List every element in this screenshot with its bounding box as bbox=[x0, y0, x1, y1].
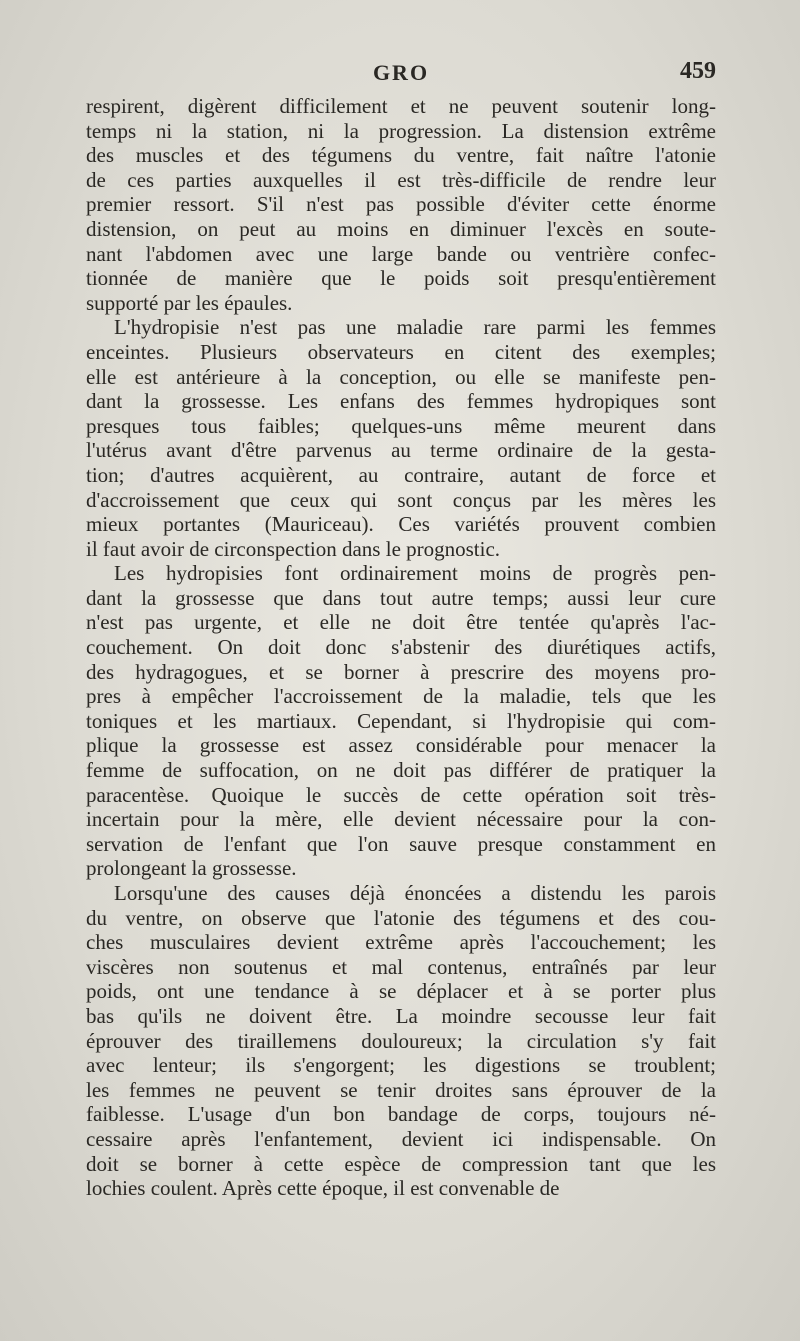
text-line: elle est antérieure à la conception, ou elle se manifeste pen- bbox=[86, 364, 716, 389]
text-line: dant la grossesse. Les enfans des femmes hydropiques sont bbox=[86, 389, 716, 414]
text-line: des muscles et des tégumens du ventre, fait naître l'atonie bbox=[86, 143, 716, 168]
text-line: dant la grossesse que dans tout autre temps; aussi leur cure bbox=[86, 585, 716, 610]
text-line: avec lenteur; ils s'engorgent; les digestions se troublent; bbox=[86, 1053, 716, 1078]
paragraph bbox=[86, 94, 716, 315]
paragraph bbox=[86, 315, 716, 561]
text-line: Les hydropisies font ordinairement moins de progrès pen- bbox=[114, 561, 716, 586]
text-line: mieux portantes (Mauriceau). Ces variétés prouvent combien bbox=[86, 512, 716, 537]
text-line: prolongeant la grossesse. bbox=[86, 856, 297, 881]
text-line: éprouver des tiraillemens douloureux; la circulation s'y fait bbox=[86, 1028, 716, 1053]
text-line: il faut avoir de circonspection dans le prognostic. bbox=[86, 536, 501, 561]
text-line: tionnée de manière que le poids soit presqu'entièrement bbox=[86, 266, 716, 291]
text-line: respirent, digèrent difficilement et ne peuvent soutenir long- bbox=[86, 94, 716, 118]
text-line: incertain pour la mère, elle devient nécessaire pour la con- bbox=[86, 807, 716, 832]
text-line: de ces parties auxquelles il est très-difficile de rendre leur bbox=[86, 167, 716, 192]
paragraph bbox=[86, 561, 716, 881]
body-text bbox=[86, 94, 716, 1201]
text-line: paracentèse. Quoique le succès de cette opération soit très- bbox=[86, 782, 716, 807]
text-line: faiblesse. L'usage d'un bon bandage de corps, toujours né- bbox=[86, 1102, 716, 1127]
text-line: du ventre, on observe que l'atonie des tégumens et des cou- bbox=[86, 905, 716, 930]
page-number: 459 bbox=[680, 58, 716, 84]
text-line: tion; d'autres acquièrent, au contraire, autant de force et bbox=[86, 462, 716, 487]
text-line: couchement. On doit donc s'abstenir des diurétiques actifs, bbox=[86, 635, 716, 660]
text-line: Lorsqu'une des causes déjà énoncées a distendu les parois bbox=[114, 881, 716, 905]
text-line: presques tous faibles; quelques-uns même meurent dans bbox=[86, 413, 716, 438]
text-line: d'accroissement que ceux qui sont conçus par les mères les bbox=[86, 487, 716, 512]
text-line: temps ni la station, ni la progression. La distension extrême bbox=[86, 118, 716, 143]
text-line: plique la grossesse est assez considérable pour menacer la bbox=[86, 733, 716, 758]
running-head bbox=[86, 58, 716, 90]
text-line: nant l'abdomen avec une large bande ou ventrière confec- bbox=[86, 241, 716, 266]
text-line: pres à empêcher l'accroissement de la maladie, tels que les bbox=[86, 684, 716, 709]
text-line: femme de suffocation, on ne doit pas différer de pratiquer la bbox=[86, 758, 716, 783]
text-line: ches musculaires devient extrême après l'accouchement; les bbox=[86, 930, 716, 955]
text-line: doit se borner à cette espèce de compression tant que les bbox=[86, 1151, 716, 1176]
text-line: viscères non soutenus et mal contenus, entraînés par leur bbox=[86, 954, 716, 979]
running-head-title: GRO bbox=[372, 60, 430, 85]
text-line: des hydragogues, et se borner à prescrire des moyens pro- bbox=[86, 659, 716, 684]
text-line: poids, ont une tendance à se déplacer et à se porter plus bbox=[86, 979, 716, 1004]
text-line: cessaire après l'enfantement, devient ici indispensable. On bbox=[86, 1126, 716, 1151]
text-line: enceintes. Plusieurs observateurs en citent des exemples; bbox=[86, 339, 716, 364]
text-line: distension, on peut au moins en diminuer l'excès en soute- bbox=[86, 216, 716, 241]
text-line: premier ressort. S'il n'est pas possible d'éviter cette énorme bbox=[86, 192, 716, 217]
text-line: lochies coulent. Après cette époque, il est convenable de bbox=[86, 1176, 560, 1201]
text-line: supporté par les épaules. bbox=[86, 290, 293, 315]
text-line: servation de l'enfant que l'on sauve presque constamment en bbox=[86, 831, 716, 856]
text-line: bas qu'ils ne doivent être. La moindre secousse leur fait bbox=[86, 1003, 716, 1028]
text-line: n'est pas urgente, et elle ne doit être tentée qu'après l'ac- bbox=[86, 610, 716, 635]
text-line: les femmes ne peuvent se tenir droites sans éprouver de la bbox=[86, 1077, 716, 1102]
paragraph bbox=[86, 881, 716, 1201]
text-line: toniques et les martiaux. Cependant, si l'hydropisie qui com- bbox=[86, 708, 716, 733]
text-line: l'utérus avant d'être parvenus au terme ordinaire de la gesta- bbox=[86, 438, 716, 463]
text-line: L'hydropisie n'est pas une maladie rare parmi les femmes bbox=[114, 315, 716, 340]
